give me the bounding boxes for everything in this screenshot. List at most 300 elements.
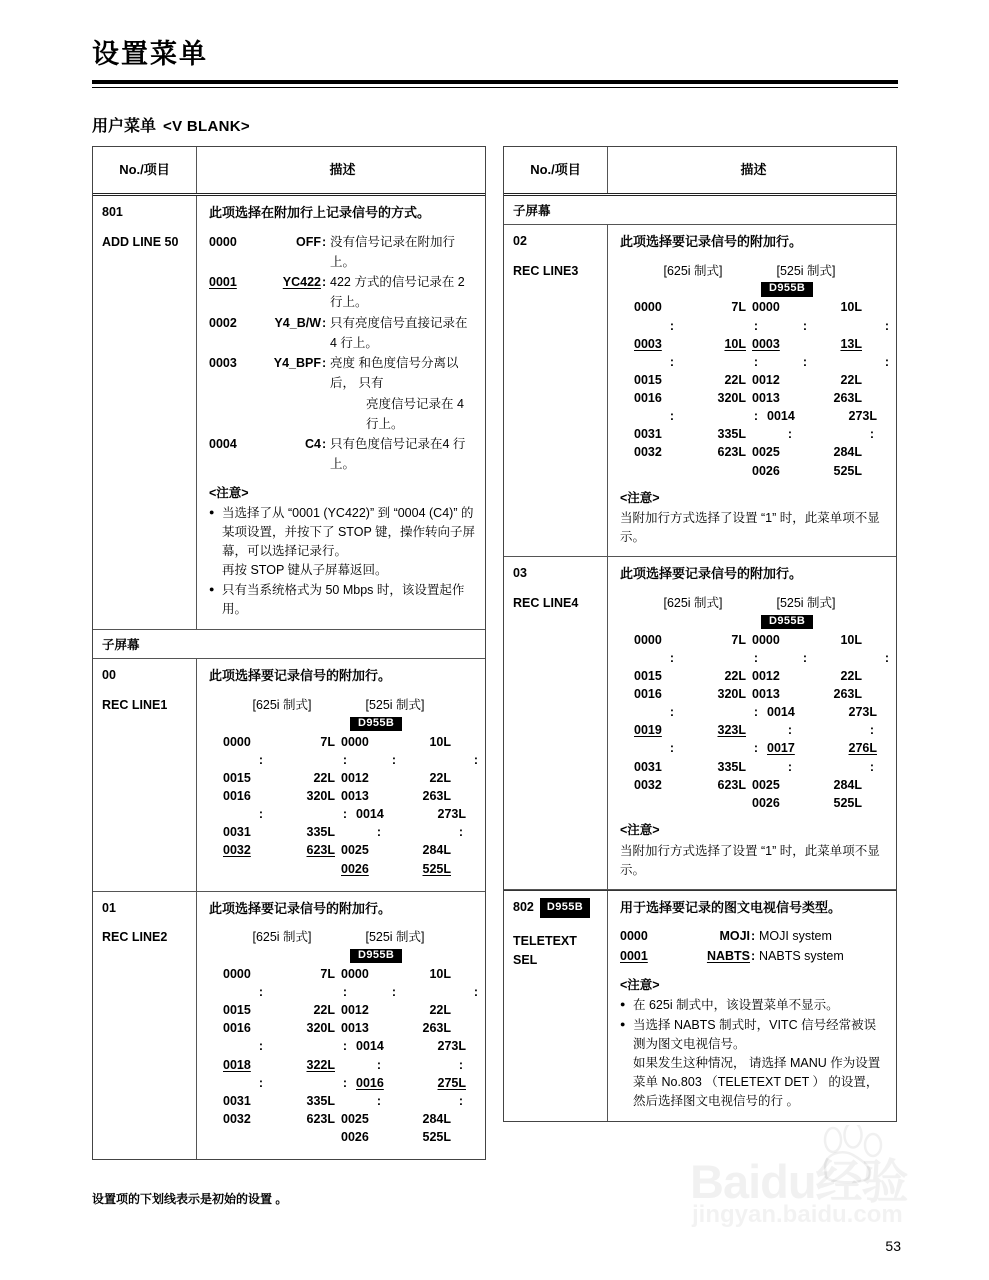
setting-item-name: REC LINE4 — [513, 595, 579, 610]
line-625i — [686, 794, 752, 812]
line-525i: 10L — [840, 632, 862, 647]
table-header-row — [93, 147, 485, 196]
code-525i: 0026 — [752, 463, 780, 478]
line-625i: : — [753, 354, 758, 369]
option-colon: : — [322, 234, 327, 249]
option-row — [209, 272, 476, 313]
code-625i: 0000 — [634, 300, 662, 315]
option-colon: : — [751, 949, 756, 964]
line-525i: 273L — [437, 807, 466, 822]
setting-number: 802 — [513, 899, 534, 914]
bullet-icon: ● — [209, 584, 215, 595]
line-525i: 284L — [833, 777, 862, 792]
watermark-line2: jingyan.baidu.com — [692, 1201, 903, 1228]
option-colon: : — [322, 275, 327, 290]
line-525i: 22L — [840, 372, 862, 387]
option-name: C4 — [305, 437, 321, 452]
section-title — [92, 113, 250, 136]
line-625i: : — [753, 650, 758, 665]
line-625i: 323L — [717, 723, 746, 738]
note-text: 只有当系统格式为 50 Mbps 时，该设置起作用。 — [222, 583, 465, 617]
option-description: MOJI system — [759, 929, 832, 944]
line-625i: : — [342, 752, 347, 767]
code-625i: 0031 — [634, 759, 662, 774]
line-value-row — [223, 823, 463, 841]
line-525i: 525L — [422, 861, 451, 876]
option-name: MOJI — [719, 929, 750, 944]
line-525i: 273L — [848, 705, 877, 720]
note-text: 当附加行方式选择了设置 “1” 时，此菜单项不显示。 — [620, 511, 880, 545]
badge-row — [634, 282, 860, 297]
line-625i: 320L — [717, 391, 746, 406]
line-625i: 320L — [717, 687, 746, 702]
notes-block — [620, 976, 887, 1112]
line-625i: 623L — [306, 1111, 335, 1126]
code-525i: : — [802, 650, 808, 665]
footnote: 设置项的下划线表示是初始的设置 。 — [92, 1192, 288, 1206]
code-525i: 0014 — [356, 807, 384, 822]
line-525i: 22L — [429, 1003, 451, 1018]
option-description-cont: 亮度信号记录在 4 行上。 — [366, 396, 464, 431]
note-text: 当附加行方式选择了设置 “1” 时，此菜单项不显示。 — [620, 843, 880, 877]
cell-no-item — [93, 659, 197, 890]
section-title-text: 用户菜单 — [92, 118, 157, 135]
note-item — [209, 581, 476, 619]
code-625i: : — [258, 1039, 264, 1054]
option-row — [209, 434, 476, 475]
cell-no-item — [504, 557, 608, 888]
cell-no-item — [504, 225, 608, 556]
line-value-row — [634, 685, 860, 703]
line-525i: : — [869, 427, 874, 442]
setting-number: 03 — [513, 566, 527, 581]
line-table-headers — [634, 594, 860, 613]
option-name: OFF — [296, 234, 321, 249]
notes-title: <注意> — [620, 977, 660, 992]
line-value-row — [223, 787, 449, 805]
notes-block — [620, 821, 887, 880]
line-value-row — [223, 769, 449, 787]
option-name: Y4_BPF — [273, 356, 321, 371]
notes-title: <注意> — [209, 485, 249, 500]
code-625i: 0016 — [223, 789, 251, 804]
subscreen-label: 子屏幕 — [102, 638, 140, 653]
code-625i — [634, 462, 686, 480]
setting-item-name: REC LINE3 — [513, 263, 579, 278]
line-value-row — [223, 1019, 449, 1037]
option-colon: : — [751, 929, 756, 944]
code-525i: : — [376, 825, 382, 840]
note-text: 在 625i 制式中，该设置菜单不显示。 — [633, 998, 839, 1013]
description-lead: 此项选择在附加行上记录信号的方式。 — [209, 205, 431, 221]
line-625i: 10L — [724, 336, 746, 351]
line-625i: 22L — [313, 770, 335, 785]
option-description: 没有信号记录在附加行上。 — [330, 234, 456, 269]
code-625i: 0000 — [223, 734, 251, 749]
badge-row — [223, 717, 449, 732]
code-525i: : — [376, 1093, 382, 1108]
model-badge-d955b: D955B — [350, 949, 402, 964]
line-value-row — [634, 353, 889, 371]
line-value-row — [634, 425, 874, 443]
cell-description — [608, 557, 896, 888]
code-525i: 0016 — [356, 1075, 384, 1090]
code-625i: : — [669, 741, 675, 756]
line-525i: : — [884, 318, 889, 333]
code-625i: : — [669, 705, 675, 720]
line-value-table — [223, 696, 478, 878]
subscreen-header-row — [504, 196, 896, 225]
badge-row — [223, 949, 449, 964]
line-625i: 22L — [724, 668, 746, 683]
option-code: 0001 — [209, 275, 237, 290]
column-header-desc: 描述 — [329, 162, 356, 177]
line-625i: : — [753, 705, 758, 720]
line-625i — [686, 462, 752, 480]
line-625i: 623L — [717, 777, 746, 792]
line-625i: 7L — [731, 632, 746, 647]
cell-no-item — [93, 892, 197, 1160]
column-header-no: No./项目 — [504, 147, 608, 193]
code-625i: 0032 — [634, 777, 662, 792]
line-value-row — [634, 371, 860, 389]
line-525i: : — [869, 723, 874, 738]
code-525i: 0025 — [341, 843, 369, 858]
header-625i: [625i 制式] — [252, 930, 312, 945]
line-525i: 276L — [848, 741, 877, 756]
cell-description — [608, 891, 896, 1122]
setting-item-name: TELETEXT SEL — [513, 933, 577, 968]
code-625i: 0016 — [223, 1021, 251, 1036]
cell-description — [197, 892, 485, 1160]
description-lead: 此项选择要记录信号的附加行。 — [209, 900, 392, 916]
line-value-table — [634, 594, 889, 812]
line-625i — [275, 860, 341, 878]
header-525i: [525i 制式] — [365, 930, 425, 945]
option-code: 0002 — [209, 315, 237, 330]
bullet-icon: ● — [620, 999, 626, 1010]
code-525i: 0026 — [341, 1130, 369, 1145]
code-625i: : — [258, 1075, 264, 1090]
line-value-row — [634, 407, 877, 425]
model-badge-d955b: D955B — [761, 282, 813, 297]
line-625i: 22L — [313, 1003, 335, 1018]
code-625i: : — [669, 354, 675, 369]
code-625i: 0016 — [634, 391, 662, 406]
setting-item-name: ADD LINE 50 — [102, 234, 179, 249]
line-value-row — [223, 1110, 449, 1128]
line-value-row — [223, 1037, 466, 1055]
description-lead: 此项选择要记录信号的附加行。 — [620, 234, 803, 250]
description-lead: 用于选择要记录的图文电视信号类型。 — [620, 899, 842, 915]
line-value-row — [634, 631, 860, 649]
note-item — [620, 996, 887, 1015]
code-525i: : — [802, 318, 808, 333]
line-525i: 284L — [422, 1111, 451, 1126]
option-colon: : — [322, 315, 327, 330]
watermark-line1: Baidu经验 — [690, 1155, 908, 1208]
table-row — [93, 659, 485, 891]
code-625i: 0015 — [634, 668, 662, 683]
code-625i: 0031 — [223, 1093, 251, 1108]
code-525i: 0014 — [356, 1039, 384, 1054]
header-625i: [625i 制式] — [663, 595, 723, 610]
page-title: 设置菜单 — [92, 39, 208, 69]
code-525i: 0026 — [752, 795, 780, 810]
code-525i: 0013 — [341, 789, 369, 804]
code-525i: : — [391, 985, 397, 1000]
code-625i: : — [258, 752, 264, 767]
model-badge-d955b: D955B — [761, 615, 813, 630]
line-value-row — [223, 841, 449, 859]
line-625i: : — [342, 807, 347, 822]
cell-description — [197, 659, 485, 890]
line-625i: : — [753, 409, 758, 424]
line-value-row — [223, 983, 478, 1001]
line-525i: : — [473, 985, 478, 1000]
line-value-row — [634, 721, 874, 739]
line-525i: : — [884, 354, 889, 369]
line-value-table — [634, 262, 889, 480]
line-525i: 10L — [840, 300, 862, 315]
option-name: NABTS — [706, 949, 750, 964]
code-525i: 0026 — [341, 861, 369, 876]
model-badge-d955b: D955B — [350, 717, 402, 732]
line-value-row — [634, 776, 860, 794]
line-value-row — [634, 739, 877, 757]
line-625i: 335L — [306, 825, 335, 840]
table-row — [93, 892, 485, 1160]
line-525i: 22L — [840, 668, 862, 683]
line-value-row — [634, 649, 889, 667]
option-description: 只有色度信号记录在4 行上。 — [330, 437, 466, 472]
code-625i: 0016 — [634, 687, 662, 702]
line-value-row — [634, 317, 889, 335]
table-row — [93, 196, 485, 630]
setting-item-name: REC LINE1 — [102, 697, 168, 712]
line-value-row — [223, 1001, 449, 1019]
line-525i: 10L — [429, 966, 451, 981]
line-525i: 525L — [833, 795, 862, 810]
line-525i: 10L — [429, 734, 451, 749]
option-description: 422 方式的信号记录在 2 行上。 — [330, 275, 465, 310]
setting-item-name: REC LINE2 — [102, 930, 168, 945]
note-text: 当选择 NABTS 制式时，VITC 信号经常被误测为图文电视信号。 如果发生这种情况， 请选择 MANU 作为设置菜单 No.803 （TELETEXT DET ） 的设置，然后选择图文电视信号的行 。 — [633, 1018, 881, 1109]
line-value-row — [634, 703, 877, 721]
option-row — [620, 946, 887, 966]
code-525i: 0017 — [767, 741, 795, 756]
line-625i: 322L — [306, 1057, 335, 1072]
code-625i: : — [669, 409, 675, 424]
code-625i: 0031 — [223, 825, 251, 840]
line-value-row — [223, 860, 449, 878]
option-row-continued — [209, 394, 476, 435]
option-row — [209, 313, 476, 354]
line-625i: 335L — [306, 1093, 335, 1108]
option-colon: : — [322, 437, 327, 452]
line-625i: : — [753, 741, 758, 756]
line-625i: 7L — [320, 734, 335, 749]
line-625i: : — [753, 318, 758, 333]
paw-print-icon — [813, 1125, 891, 1187]
line-value-row — [634, 335, 860, 353]
description-lead: 此项选择要记录信号的附加行。 — [209, 668, 392, 684]
option-code: 0004 — [209, 437, 237, 452]
code-625i: 0032 — [634, 445, 662, 460]
option-description: 只有亮度信号直接记录在 4 行上。 — [330, 315, 468, 350]
line-625i: : — [342, 1075, 347, 1090]
line-625i — [275, 1128, 341, 1146]
option-code: 0003 — [209, 356, 237, 371]
line-525i: 13L — [840, 336, 862, 351]
line-625i: : — [342, 985, 347, 1000]
line-625i: : — [342, 1039, 347, 1054]
code-625i: 0032 — [223, 1111, 251, 1126]
section-title-sub: <V BLANK> — [163, 118, 250, 135]
notes-block — [209, 484, 476, 620]
code-625i: 0000 — [223, 966, 251, 981]
settings-table-left — [92, 146, 486, 1160]
line-value-row — [634, 667, 860, 685]
option-list — [620, 926, 887, 967]
code-625i: 0003 — [634, 336, 662, 351]
code-525i: 0025 — [752, 445, 780, 460]
code-525i: 0025 — [341, 1111, 369, 1126]
setting-number: 02 — [513, 234, 527, 249]
bullet-icon: ● — [620, 1019, 626, 1030]
line-value-row — [223, 1092, 463, 1110]
line-525i: : — [869, 759, 874, 774]
line-525i: 273L — [848, 409, 877, 424]
line-value-row — [634, 389, 860, 407]
settings-table-right — [503, 146, 897, 1122]
code-525i: 0012 — [341, 1003, 369, 1018]
code-625i: : — [258, 807, 264, 822]
code-625i: 0015 — [223, 1003, 251, 1018]
option-row — [209, 353, 476, 394]
header-525i: [525i 制式] — [776, 263, 836, 278]
table-row — [504, 890, 896, 1122]
code-525i: 0013 — [341, 1021, 369, 1036]
line-525i: 284L — [422, 843, 451, 858]
line-value-row — [223, 1128, 449, 1146]
line-625i: 623L — [717, 445, 746, 460]
code-625i: 0031 — [634, 427, 662, 442]
code-625i: : — [669, 318, 675, 333]
option-description: 亮度 和色度信号分离以后， 只有 — [330, 356, 459, 391]
code-525i: 0014 — [767, 409, 795, 424]
code-525i: 0003 — [752, 336, 780, 351]
note-text: 当选择了从 “0001 (YC422)” 到 “0004 (C4)” 的某项设置，并按下了 STOP 键，操作转向子屏幕，可以选择记录行。 再按 STOP 键从子屏幕返回。 — [222, 506, 476, 578]
option-name: Y4_B/W — [274, 315, 321, 330]
line-525i: 263L — [422, 1021, 451, 1036]
line-525i: 525L — [833, 463, 862, 478]
code-625i: 0015 — [634, 372, 662, 387]
line-525i: 525L — [422, 1130, 451, 1145]
line-525i: 263L — [422, 789, 451, 804]
note-item — [209, 504, 476, 580]
code-525i: 0000 — [341, 734, 369, 749]
line-525i: 284L — [833, 445, 862, 460]
code-625i — [634, 794, 686, 812]
cell-description — [608, 225, 896, 556]
code-525i: : — [376, 1057, 382, 1072]
line-625i: 320L — [306, 1021, 335, 1036]
header-625i: [625i 制式] — [663, 263, 723, 278]
line-625i: 320L — [306, 789, 335, 804]
header-625i: [625i 制式] — [252, 697, 312, 712]
line-525i: 275L — [437, 1075, 466, 1090]
code-525i: 0000 — [752, 300, 780, 315]
line-value-row — [223, 1074, 466, 1092]
code-525i: 0025 — [752, 777, 780, 792]
code-525i: 0013 — [752, 391, 780, 406]
line-value-row — [223, 805, 466, 823]
code-525i: : — [787, 759, 793, 774]
bullet-icon: ● — [209, 507, 215, 518]
code-525i: : — [787, 427, 793, 442]
option-name: YC422 — [282, 275, 321, 290]
setting-number: 801 — [102, 205, 123, 220]
note-item — [620, 1016, 887, 1111]
setting-number: 00 — [102, 668, 116, 683]
code-625i: : — [669, 650, 675, 665]
notes-title: <注意> — [620, 490, 660, 505]
option-code: 0001 — [620, 949, 648, 964]
line-625i: 623L — [306, 843, 335, 858]
line-525i: : — [473, 752, 478, 767]
line-value-row — [634, 298, 860, 316]
badge-row — [634, 615, 860, 630]
notes-block — [620, 489, 887, 548]
code-625i: 0018 — [223, 1057, 251, 1072]
cell-description — [197, 196, 485, 629]
table-header-row — [504, 147, 896, 196]
code-625i: 0015 — [223, 770, 251, 785]
code-525i: : — [802, 354, 808, 369]
code-525i: 0014 — [767, 705, 795, 720]
option-code: 0000 — [209, 234, 237, 249]
code-525i: 0012 — [752, 372, 780, 387]
code-525i: 0000 — [752, 632, 780, 647]
line-525i: 263L — [833, 687, 862, 702]
line-value-row — [634, 758, 874, 776]
column-header-no: No./项目 — [93, 147, 197, 193]
header-525i: [525i 制式] — [365, 697, 425, 712]
subscreen-label: 子屏幕 — [513, 204, 551, 219]
line-value-table — [223, 928, 478, 1146]
option-code: 0000 — [620, 929, 648, 944]
option-description: NABTS system — [759, 949, 844, 964]
line-525i: 22L — [429, 770, 451, 785]
option-row — [620, 926, 887, 946]
line-525i: : — [458, 1057, 463, 1072]
notes-title: <注意> — [620, 822, 660, 837]
page-number: 53 — [885, 1238, 901, 1254]
title-divider — [92, 80, 898, 88]
line-525i: 273L — [437, 1039, 466, 1054]
column-header-desc: 描述 — [740, 162, 767, 177]
code-525i: 0013 — [752, 687, 780, 702]
subscreen-header-row — [93, 630, 485, 659]
line-525i: : — [458, 1093, 463, 1108]
code-625i — [223, 860, 275, 878]
description-lead: 此项选择要记录信号的附加行。 — [620, 566, 803, 582]
line-625i: 22L — [724, 372, 746, 387]
line-value-row — [634, 794, 860, 812]
code-625i: 0032 — [223, 843, 251, 858]
option-list — [209, 232, 476, 475]
